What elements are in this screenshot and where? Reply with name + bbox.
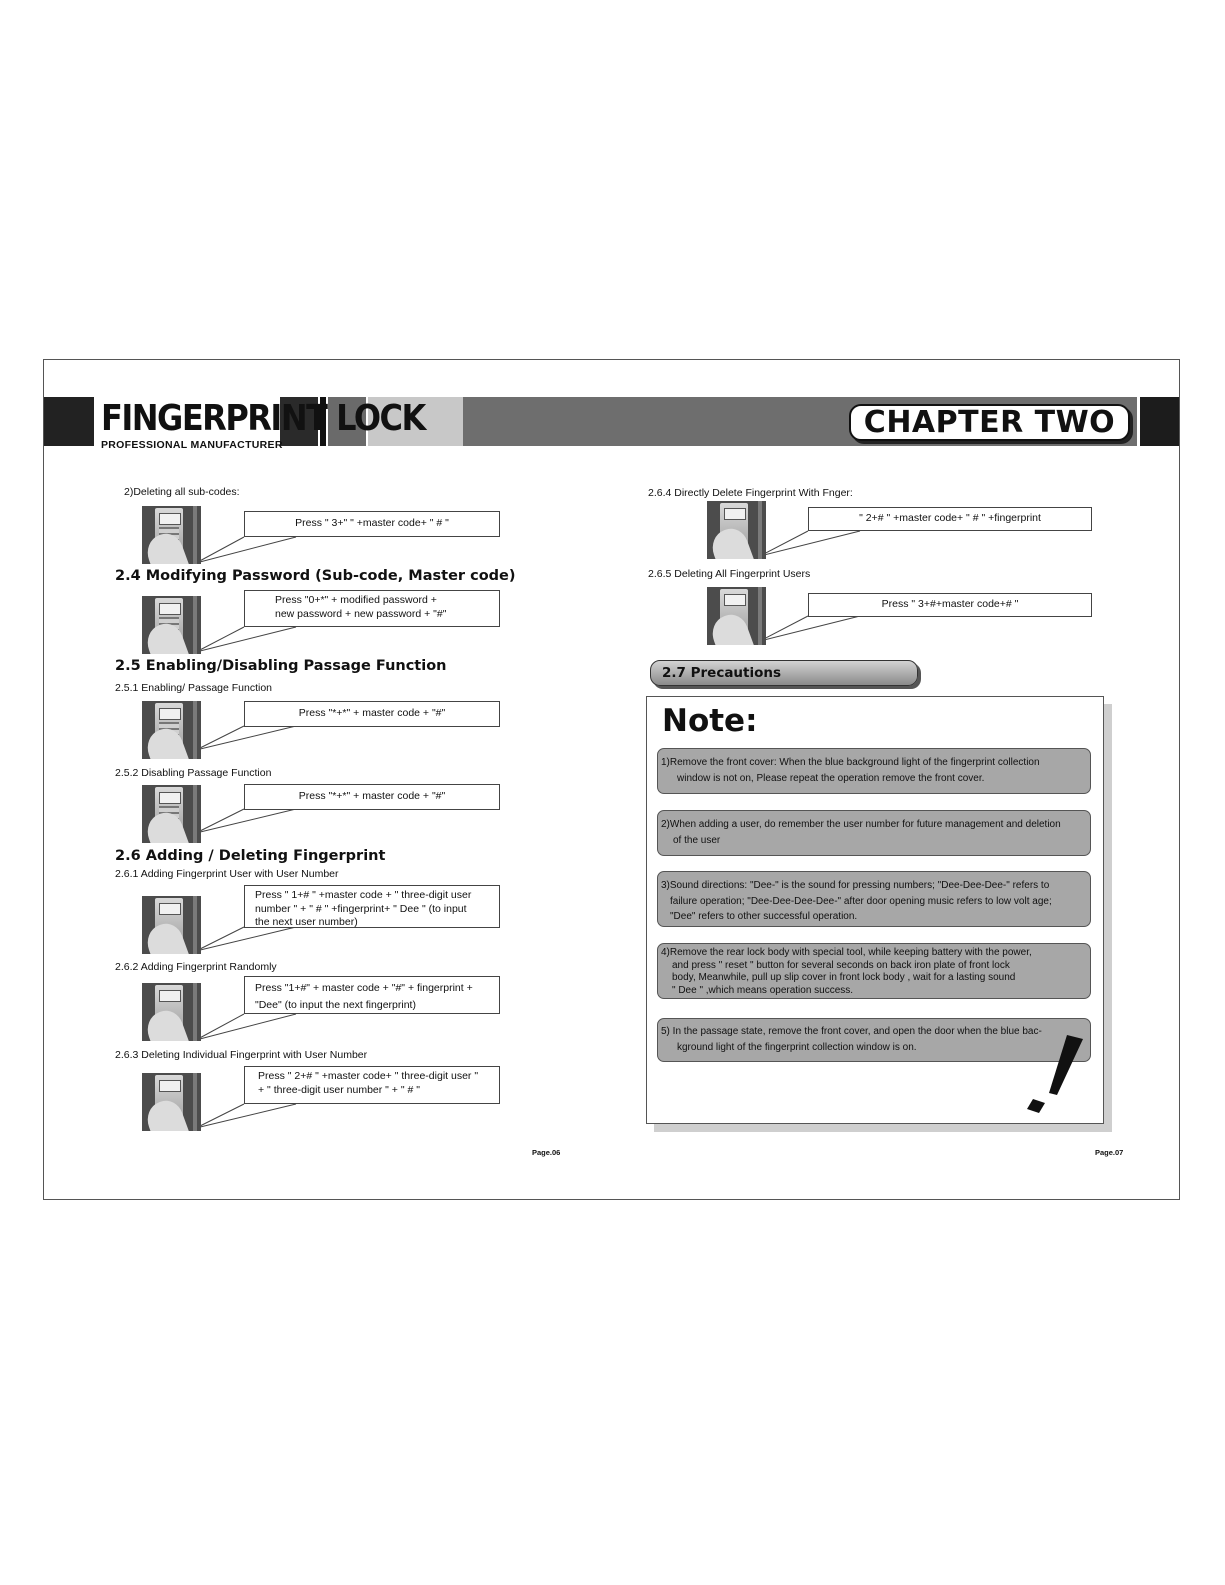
section-2-6-title: 2.6 Adding / Deleting Fingerprint <box>115 848 386 864</box>
note-item <box>657 943 1091 999</box>
note-line: " Dee " ,which means operation success. <box>672 984 854 996</box>
fingerprint-reader-image <box>707 501 766 559</box>
note-item <box>657 748 1091 794</box>
exclamation-icon <box>1027 1027 1087 1117</box>
callout-disable-passage: Press "*+*" + master code + "#" <box>244 784 500 810</box>
note-line: "Dee" refers to other successful operation. <box>670 911 858 922</box>
subsection-2-6-1: 2.6.1 Adding Fingerprint User with User Number <box>115 868 339 880</box>
note-line: body, Meanwhile, pull up slip cover in front lock body , wait for a lasting sound <box>672 972 1016 983</box>
fingerprint-reader-image <box>142 983 201 1041</box>
note-line: 1)Remove the front cover: When the blue background light of the fingerprint collection <box>661 757 1040 768</box>
callout-add-randomly <box>244 976 500 1014</box>
callout-add-with-number <box>244 885 500 928</box>
note-line: 5) In the passage state, remove the front cover, and open the door when the blue bac- <box>661 1026 1042 1037</box>
note-line: and press " reset " button for several seconds on back iron plate of front lock <box>672 959 1010 971</box>
callout-enable-passage: Press "*+*" + master code + "#" <box>244 701 500 727</box>
subsection-2-5-2: 2.5.2 Disabling Passage Function <box>115 767 272 779</box>
note-line: kground light of the fingerprint collection window is on. <box>677 1041 917 1053</box>
deleting-all-subcodes-label: 2)Deleting all sub-codes: <box>124 486 240 498</box>
lock-keypad-image <box>142 701 201 759</box>
lock-keypad-image <box>142 785 201 843</box>
callout-line: new password + new password + "#" <box>275 607 447 620</box>
logo-subtitle: PROFESSIONAL MANUFACTURER <box>101 439 283 451</box>
note-line: 3)Sound directions: "Dee-" is the sound for pressing numbers; "Dee-Dee-Dee-" refers to <box>661 880 1050 891</box>
callout-delete-individual <box>244 1066 500 1104</box>
note-line: failure operation; "Dee-Dee-Dee-Dee-" after door opening music refers to low volt age; <box>670 895 1052 907</box>
callout-line: Press "0+*" + modified password + <box>275 594 437 606</box>
note-line: of the user <box>673 834 721 846</box>
lock-keypad-image <box>142 506 201 564</box>
fingerprint-reader-image <box>142 1073 201 1131</box>
subsection-2-5-1: 2.5.1 Enabling/ Passage Function <box>115 682 273 694</box>
callout-line: the next user number) <box>255 916 358 928</box>
section-2-5-title: 2.5 Enabling/Disabling Passage Function <box>115 658 447 674</box>
note-item <box>657 810 1091 856</box>
subsection-2-6-3: 2.6.3 Deleting Individual Fingerprint with User Number <box>115 1049 368 1061</box>
subsection-2-6-5: 2.6.5 Deleting All Fingerprint Users <box>648 568 811 580</box>
note-line: window is not on, Please repeat the operation remove the front cover. <box>677 772 985 784</box>
page-number-right: Page.07 <box>1095 1148 1124 1157</box>
chapter-title: CHAPTER TWO <box>863 405 1116 440</box>
precautions-tab <box>650 660 918 686</box>
subsection-2-6-4: 2.6.4 Directly Delete Fingerprint With Fnger: <box>648 487 853 499</box>
fingerprint-reader-image <box>707 587 766 645</box>
callout-direct-delete: " 2+# " +master code+ " # " +fingerprint <box>808 507 1092 531</box>
note-item <box>657 1018 1091 1062</box>
note-line: 2)When adding a user, do remember the user number for future management and deletion <box>661 819 1061 830</box>
callout-line: number " + " # " +fingerprint+ " Dee " (to input <box>255 902 467 915</box>
section-2-4-title: 2.4 Modifying Password (Sub-code, Master code) <box>115 568 516 584</box>
lock-keypad-image <box>142 596 201 654</box>
callout-line: Press " 1+# " +master code + " three-digit user <box>255 889 472 901</box>
callout-delete-all-users: Press " 3+#+master code+# " <box>808 593 1092 617</box>
callout-line: "Dee" (to input the next fingerprint) <box>255 999 416 1011</box>
logo-title: FINGERPRINT LOCK <box>101 397 425 439</box>
callout-delete-all-subcodes: Press " 3+" " +master code+ " # " <box>244 511 500 537</box>
page-number-left: Page.06 <box>532 1148 561 1157</box>
callout-line: + " three-digit user number " + " # " <box>258 1083 420 1096</box>
precautions-title: 2.7 Precautions <box>662 665 782 681</box>
note-title: Note: <box>662 703 758 739</box>
subsection-2-6-2: 2.6.2 Adding Fingerprint Randomly <box>115 961 277 973</box>
fingerprint-reader-image <box>142 896 201 954</box>
callout-line: Press " 2+# " +master code+ " three-digit user " <box>258 1070 479 1082</box>
note-line: 4)Remove the rear lock body with special tool, while keeping battery with the power, <box>661 947 1032 958</box>
callout-line: Press "1+#" + master code + "#" + fingerprint + <box>255 982 473 994</box>
note-item <box>657 871 1091 927</box>
callout-modify-password <box>244 590 500 627</box>
